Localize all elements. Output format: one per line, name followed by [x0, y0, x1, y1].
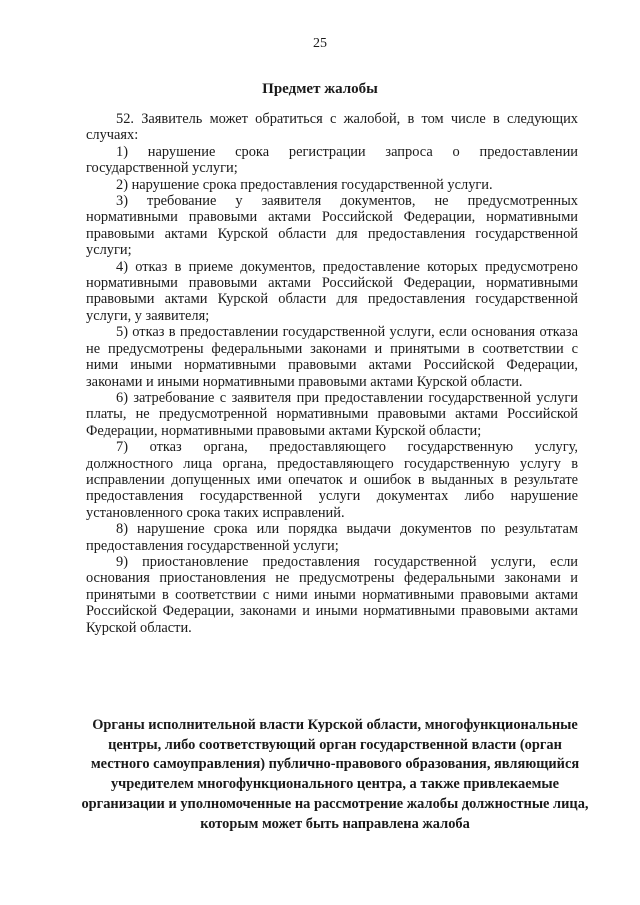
page-number: 25: [313, 36, 327, 51]
list-item: 5) отказ в предоставлении государственной услуги, если основания отказа не предусмотрены федеральными законами и принятыми в соответствии с ними иными нормативными правовыми актами Российской Федерации, законами и иными нормативными правовыми актами Курской области.: [86, 324, 578, 390]
list-item: 3) требование у заявителя документов, не предусмотренных нормативными правовыми актами Российской Федерации, нормативными правовыми актами Курской области для предоставления государственной услуги;: [86, 193, 578, 259]
list-item: 4) отказ в приеме документов, предоставление которых предусмотрено нормативными правовыми актами Российской Федерации, нормативными правовыми актами Курской области для предоставления государственной услуги, у заявителя;: [86, 258, 578, 324]
list-item: 1) нарушение срока регистрации запроса о предоставлении государственной услуги;: [86, 143, 578, 177]
section-title: Органы исполнительной власти Курской области, многофункциональные центры, либо соответствующий орган государственной власти (орган местного самоуправления) публично-правового образования, являющийся учредителем многофункционального центра, а также привлекаемые организации и уполномоченные на рассмотрение жалобы должностные лица, которым может быть направлена жалоба: [81, 717, 589, 832]
list-item: 2) нарушение срока предоставления государственной услуги.: [116, 176, 493, 193]
document-body: [86, 111, 578, 636]
list-item: 9) приостановление предоставления государственной услуги, если основания приостановления не предусмотрены федеральными законами и принятыми в соответствии с ними иными нормативными правовыми актами Российской Федерации, законами и иными нормативными правовыми актами Курской области.: [86, 553, 578, 636]
list-item: 7) отказ органа, предоставляющего государственную услугу, должностного лица органа, предоставляющего государственную услугу в исправлении допущенных ими опечаток и ошибок в выданных в результате предоставления государственной услуги документах либо нарушение установленного срока таких исправлений.: [86, 439, 578, 521]
section-heading: Предмет жалобы: [262, 81, 378, 97]
paragraph-intro: 52. Заявитель может обратиться с жалобой, в том числе в следующих случаях:: [86, 111, 578, 144]
list-item: 8) нарушение срока или порядка выдачи документов по результатам предоставления государственной услуги;: [86, 521, 578, 554]
list-item: 6) затребование с заявителя при предоставлении государственной услуги платы, не предусмотренной нормативными правовыми актами Российской Федерации, нормативными правовыми актами Курской области;: [86, 389, 578, 439]
